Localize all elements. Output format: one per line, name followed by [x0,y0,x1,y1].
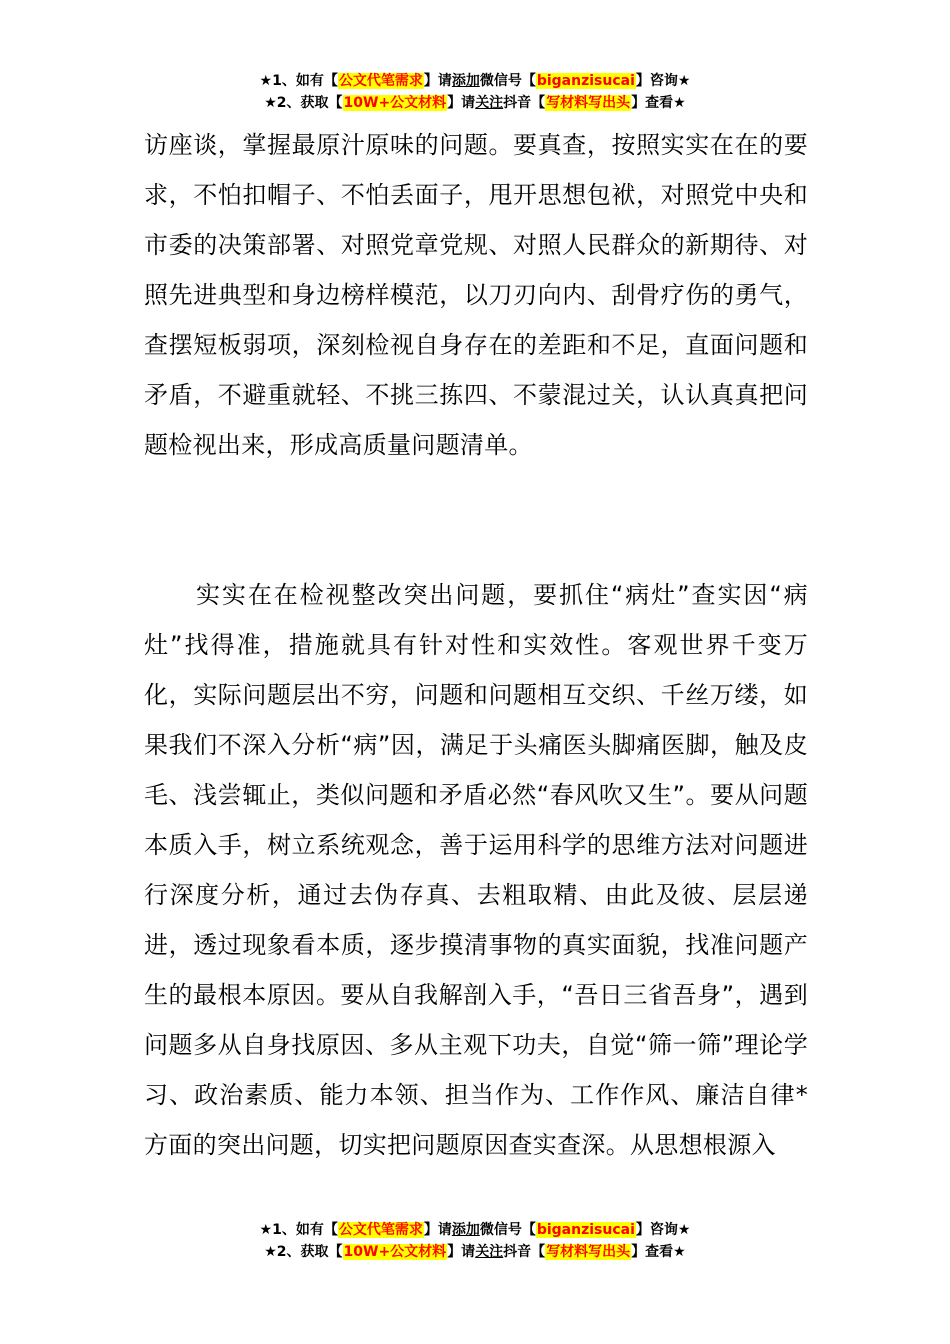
banner-text: 】查看★ [631,95,686,111]
banner-emphasis: 添加 [451,73,480,89]
banner-text: 】查看★ [631,1244,686,1260]
banner-text: 微信号【 [479,1222,536,1238]
document-body-top [144,120,808,470]
banner-text: 】咨询★ [635,73,691,89]
banner-text: 】请 [423,1222,452,1238]
banner-text: ★2、获取【 [264,1244,343,1260]
banner-text: 微信号【 [479,73,536,89]
banner-text: ★1、如有【 [259,73,338,89]
paragraph-2: 实实在在检视整改突出问题，要抓住“病灶”查实因“病灶”找得准，措施就具有针对性和实效性。客观世界千变万化，实际问题层出不穷，问题和问题相互交织、千丝万缕，如果我们不深入分析“病”因，满足于头痛医头脚痛医脚，触及皮毛、浅尝辄止，类似问题和矛盾必然“春风吹又生”。要从问题本质入手，树立系统观念，善于运用科学的思维方法对问题进行深度分析，通过去伪存真、去粗取精、由此及彼、层层递进，透过现象看本质，逐步摸清事物的真实面貌，找准问题产生的最根本原因。要从自我解剖入手，“吾日三省吾身”，遇到问题多从自身找原因、多从主观下功夫，自觉“筛一筛”理论学习、政治素质、能力本领、担当作为、工作作风、廉洁自律*方面的突出问题，切实把问题原因查实查深。从思想根源入 [144,581,808,1159]
banner-highlight: biganzisucai [536,1222,635,1238]
header-banner-line-1 [0,70,950,92]
banner-text: 】请 [447,1244,476,1260]
banner-emphasis: 添加 [451,1222,480,1238]
banner-highlight: 10W+公文材料 [343,1244,447,1260]
banner-text: 抖音【 [503,1244,546,1260]
banner-highlight: 10W+公文材料 [343,95,447,111]
banner-highlight: 写材料写出头 [546,95,631,111]
banner-highlight: 写材料写出头 [546,1244,631,1260]
header-banner-line-2 [0,92,950,114]
footer-banner-line-2 [0,1241,950,1263]
banner-text: ★2、获取【 [264,95,343,111]
document-body-main [144,570,808,1170]
banner-text: 】咨询★ [635,1222,691,1238]
banner-highlight: 公文代笔需求 [338,1222,423,1238]
paragraph-1: 访座谈，掌握最原汁原味的问题。要真查，按照实实在在的要求，不怕扣帽子、不怕丢面子，甩开思想包袱，对照党中央和市委的决策部署、对照党章党规、对照人民群众的新期待、对照先进典型和身边榜样模范，以刀刃向内、刮骨疗伤的勇气，查摆短板弱项，深刻检视自身存在的差距和不足，直面问题和矛盾，不避重就轻、不挑三拣四、不蒙混过关，认认真真把问题检视出来，形成高质量问题清单。 [144,131,808,459]
footer-banner-line-1 [0,1219,950,1241]
banner-highlight: 公文代笔需求 [338,73,423,89]
banner-emphasis: 关注 [475,1244,504,1260]
banner-emphasis: 关注 [475,95,504,111]
banner-text: 】请 [423,73,452,89]
banner-text: 抖音【 [503,95,546,111]
banner-text: 】请 [447,95,476,111]
banner-text: ★1、如有【 [259,1222,338,1238]
banner-highlight: biganzisucai [536,73,635,89]
header-banner [0,70,950,114]
footer-banner [0,1219,950,1263]
